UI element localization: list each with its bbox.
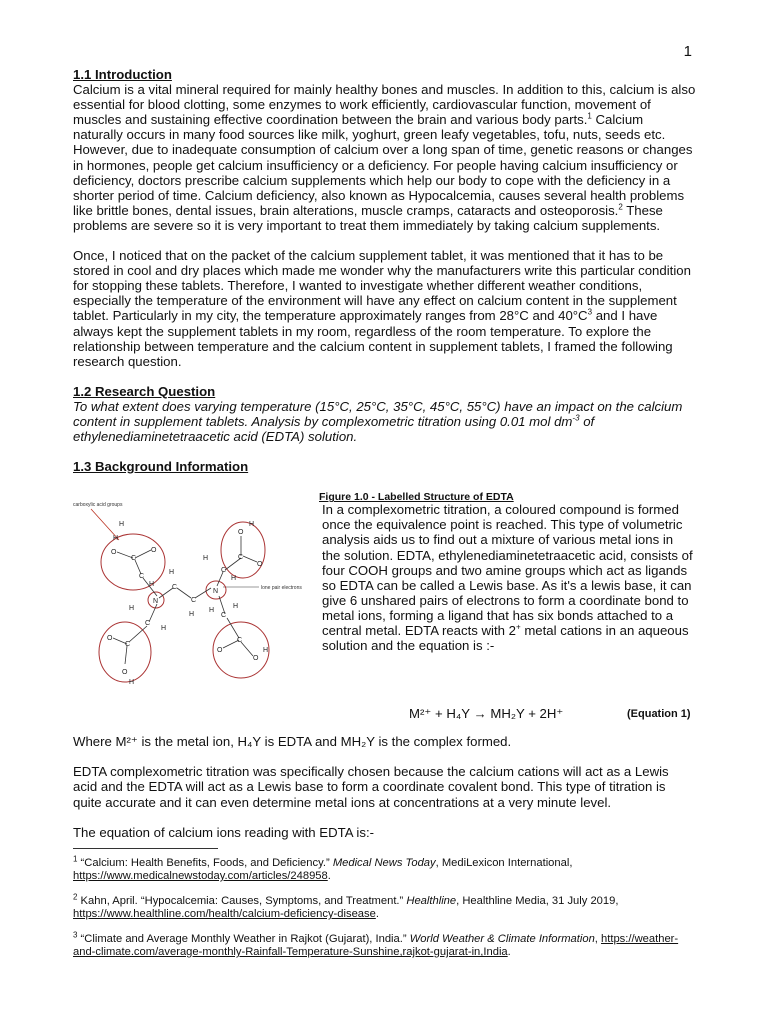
svg-text:H: H bbox=[129, 605, 135, 613]
svg-text:C: C bbox=[221, 612, 227, 620]
svg-text:H: H bbox=[129, 679, 135, 687]
svg-text:O: O bbox=[107, 635, 113, 643]
svg-text:H: H bbox=[203, 555, 209, 563]
atom-n-left: N bbox=[153, 598, 159, 606]
background-heading: 1.3 Background Information bbox=[73, 459, 249, 475]
svg-text:C: C bbox=[238, 554, 244, 562]
svg-text:C: C bbox=[191, 597, 197, 605]
svg-text:O: O bbox=[151, 547, 157, 555]
intro-paragraph-1: Calcium is a vital mineral required for mainly healthy bones and muscles. In addition to this, calcium is also essential for blood clotting, some enzymes to work efficiently, cardiovascular function, movement of muscles and sustaining effective coordination between the brain and various body parts.$^1$ Calcium naturally occurs in many food sources like milk, yoghurt, green leafy vegetables, tofu, nuts, seeds etc. However, due to inadequate consumption of calcium over a long span of time, genetic reasons or changes in hormones, people get calcium insufficiency or a deficiency. For people having calcium insufficiency or deficiency, doctors prescribe calcium supplements which help our body to cope with the deficiency in a shorter period of time. Calcium deficiency, also known as Hypocalcemia, causes several health problems like brittle bones, dental issues, brain alterations, muscle cramps, cataracts and osteoporosis.$^2$ These problems are severe so it is very important to treat them immediately by taking calcium supplements. bbox=[73, 82, 696, 233]
svg-text:O: O bbox=[122, 669, 128, 677]
svg-text:C: C bbox=[131, 555, 137, 563]
svg-text:C: C bbox=[145, 620, 151, 628]
svg-text:H: H bbox=[231, 575, 237, 583]
footnote-1: $^1$ “Calcium: Health Benefits, Foods, and Deficiency.” Medical News Today, MediLexicon International, https://www.medicalnewstoday.com/articles/248958. bbox=[73, 854, 573, 882]
background-section bbox=[73, 482, 696, 702]
intro-heading: 1.1 Introduction bbox=[73, 67, 172, 82]
where-paragraph: Where M²⁺ is the metal ion, H₄Y is EDTA and MH₂Y is the complex formed. bbox=[73, 734, 512, 750]
atom-n-right: N bbox=[213, 588, 219, 596]
edta-structure-diagram bbox=[73, 490, 303, 688]
footnote-separator bbox=[73, 848, 218, 849]
complexometric-paragraph: In a complexometric titration, a coloured compound is formed once the equivalence point is reached. This type of volumetric analysis aids us to find out a mixture of various metal ions in the solution. EDTA, ethylenediaminetetraacetic acid, consists of four COOH groups and two amine groups which act as ligands so EDTA can be called a Lewis base. As it's a lewis base, it can give 6 unshared pairs of electrons to form a coordinate bond to metal ions, forming a ligand that has six bonds attached to a central metal. EDTA reacts with 2+ metal cations in an aqueous solution and the equation is :- bbox=[322, 502, 693, 654]
edta-paragraph: EDTA complexometric titration was specifically chosen because the calcium cations will act as a Lewis acid and the EDTA will act as a Lewis base to form a coordinate covalent bond. This type of titration is quite accurate and it can even determine metal ions at concentrations at a very minute level. bbox=[73, 764, 669, 810]
svg-text:H: H bbox=[149, 581, 155, 589]
svg-text:H: H bbox=[189, 611, 195, 619]
lone-pair-label: lone pair electrons bbox=[261, 585, 302, 592]
research-heading: 1.2 Research Question bbox=[73, 383, 216, 399]
svg-text:H: H bbox=[209, 607, 215, 615]
svg-text:H: H bbox=[169, 569, 175, 577]
equation-row bbox=[73, 706, 696, 722]
footnote-3-link[interactable]: https://weather-and-climate.com/average-monthly-Rainfall-Temperature-Sunshine,rajkot-gujarat-in,India bbox=[73, 933, 679, 958]
equation-1-label: (Equation 1) bbox=[627, 708, 691, 721]
footnote-2: $^2$ Kahn, April. “Hypocalcemia: Causes, Symptoms, and Treatment.” Healthline, Healthline Media, 31 July 2019, https://www.healthline.com/health/calcium-deficiency-disease. bbox=[73, 892, 619, 920]
svg-text:O: O bbox=[217, 647, 223, 655]
svg-text:H: H bbox=[249, 521, 255, 529]
svg-text:H: H bbox=[263, 647, 269, 655]
page-number: 1 bbox=[683, 43, 692, 60]
figure-caption: Figure 1.0 - Labelled Structure of EDTA bbox=[319, 491, 514, 504]
research-question: To what extent does varying temperature (15°C, 25°C, 35°C, 45°C, 55°C) have an impact on the calcium content in supplement tablets. Analysis by complexometric titration using 0.01 mol $dm^{-3}$ of ethylenediaminetetraacetic acid (EDTA) solution. bbox=[73, 398, 683, 445]
svg-text:O: O bbox=[253, 655, 259, 663]
svg-text:O: O bbox=[111, 549, 117, 557]
svg-text:C: C bbox=[237, 637, 243, 645]
svg-text:O: O bbox=[238, 529, 244, 537]
footnote-2-link[interactable]: https://www.healthline.com/health/calcium-deficiency-disease bbox=[73, 908, 376, 920]
footnote-1-link[interactable]: https://www.medicalnewstoday.com/articles/248958 bbox=[73, 870, 328, 882]
svg-text:C: C bbox=[125, 641, 131, 649]
svg-text:C: C bbox=[172, 584, 178, 592]
main-content bbox=[73, 67, 696, 840]
svg-text:C: C bbox=[139, 573, 145, 581]
svg-text:O: O bbox=[257, 561, 263, 569]
svg-text:H: H bbox=[161, 625, 167, 633]
carboxylic-label: carboxylic acid groups bbox=[73, 502, 123, 509]
svg-text:H: H bbox=[119, 521, 125, 529]
svg-text:H: H bbox=[113, 535, 119, 543]
footnotes bbox=[73, 854, 696, 971]
equation-1: M²⁺ + H₄Y → MH₂Y + 2H⁺ bbox=[409, 706, 564, 722]
equation-intro: The equation of calcium ions reading with EDTA is:- bbox=[73, 824, 375, 840]
svg-text:C: C bbox=[221, 567, 227, 575]
svg-text:H: H bbox=[233, 603, 239, 611]
intro-paragraph-2: Once, I noticed that on the packet of the calcium supplement tablet, it was mentioned that it has to be stored in cool and dry places which made me wonder why the manufacturers write this particular condition for stopping these tablets. Therefore, I wanted to investigate whether different weather conditions, especially the temperature of the environment will have any effect on calcium content in the supplement tablet. Particularly in my city, the temperature approximately ranges from 28°C and $40^\circ C^3$ and I have always kept the supplement tablets in my room, regardless of the room temperature. To explore the relationship between temperature and the calcium content in supplement tablets, I framed the following research question. bbox=[73, 248, 691, 369]
edta-structure-figure bbox=[73, 490, 303, 688]
footnote-3: $^3$ “Climate and Average Monthly Weather in Rajkot (Gujarat), India.” World Weather & Climate Information, https://weather-and-climate.com/average-monthly-Rainfall-Temperature-Sunshine,rajkot-gujarat-in,India. bbox=[73, 930, 679, 958]
